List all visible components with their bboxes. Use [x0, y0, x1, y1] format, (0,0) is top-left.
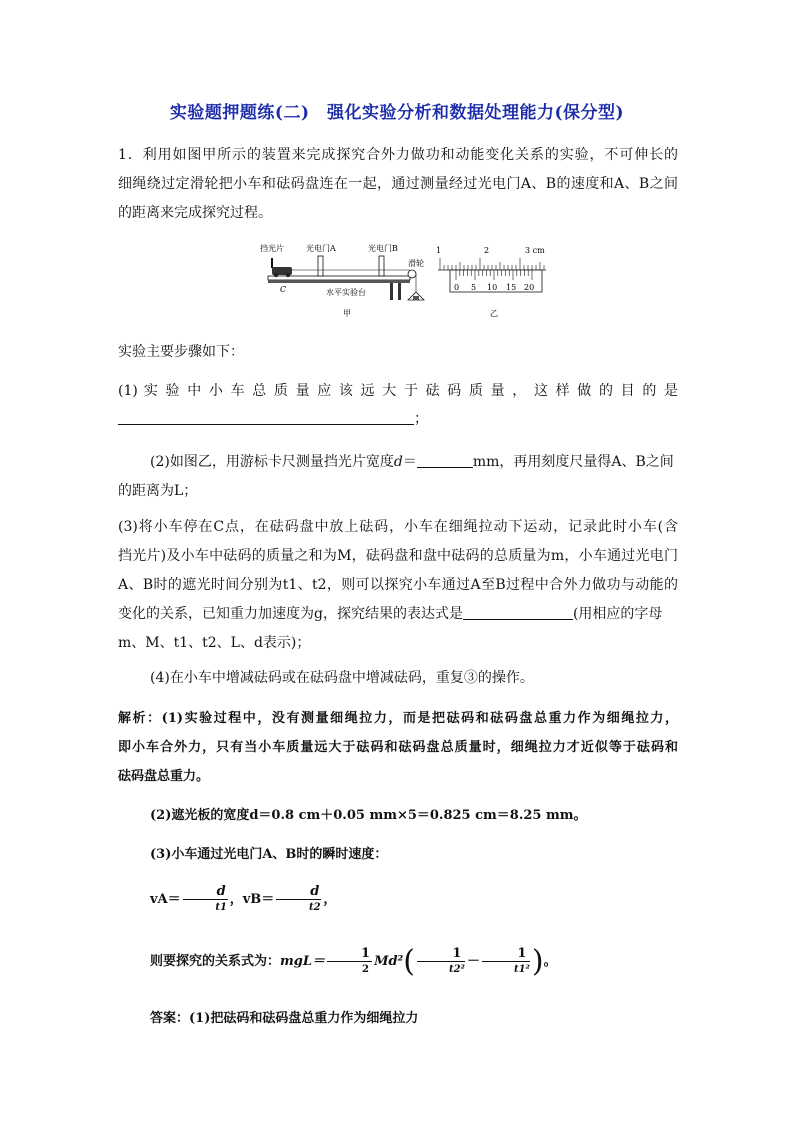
label-jia: 甲	[343, 309, 351, 318]
fraction-d-t2: $\frac{d}{t2}$	[276, 884, 321, 915]
label-dangguangpian: 挡光片	[260, 244, 284, 253]
analysis-part-2: (2)遮光板的宽度d＝0.8 cm＋0.05 mm×5＝0.825 cm＝8.25 mm。	[150, 808, 587, 823]
page-title: 实验题押题练(二) 强化实验分析和数据处理能力(保分型)	[169, 103, 625, 123]
track-base	[268, 280, 410, 283]
label-gate-a: 光电门A	[306, 244, 336, 253]
analysis-line-1: 解析：(1)实验过程中，没有测量细绳拉力，而是把砝码和砝码盘总重力作为细绳拉力，	[118, 711, 678, 726]
vb-label: ，vB＝	[229, 892, 275, 907]
apparatus-diagram	[260, 243, 424, 318]
relation-label: 则要探究的关系式为：	[150, 954, 281, 969]
analysis-line-2: 即小车合外力，只有当小车质量远大于砝码和砝码盘总质量时，细绳拉力才近似等于砝码和	[118, 740, 678, 755]
label-gate-b: 光电门B	[368, 244, 398, 253]
fraction-half: $\frac{1}{2}$	[327, 946, 372, 977]
vernier-label-15: 15	[506, 283, 517, 292]
answer-blank	[417, 451, 473, 468]
step-3-line-4	[118, 600, 678, 629]
step-3-text-b: (用相应的字母	[572, 606, 663, 622]
mgl: mgL＝	[280, 954, 326, 969]
steps-heading: 实验主要步骤如下：	[118, 344, 244, 360]
photogate-b	[379, 256, 384, 276]
weights	[413, 296, 419, 300]
answer-text: 答案：(1)把砝码和砝码盘总重力作为细绳拉力	[150, 1011, 419, 1026]
step-3-line-1: (3)将小车停在C点，在砝码盘中放上砝码，小车在细绳拉动下运动，记录此时小车(含	[118, 519, 678, 535]
analysis-part-3: (3)小车通过光电门A、B时的瞬时速度：	[150, 847, 388, 862]
photogate-a	[318, 256, 323, 276]
velocity-formula: vA＝ $\frac{d}{t1}$ ，vB＝ $\frac{d}{t2}$ ，	[150, 884, 337, 913]
vernier-label-5: 5	[471, 283, 477, 292]
vernier-label-20: 20	[524, 283, 535, 292]
var-d: d	[393, 454, 403, 470]
question-1-line-2: 细绳绕过定滑轮把小车和砝码盘连在一起，通过测量经过光电门A、B的速度和A、B之间	[118, 176, 678, 192]
step-2-text-b: mm，再用刻度尺量得A、B之间	[472, 454, 674, 470]
fraction-1-t2sq: $\frac{1}{\text{t2²}}$	[417, 946, 465, 977]
answer-blank	[118, 408, 414, 425]
step-3-line-2: 挡光片)及小车中砝码的质量之和为M，砝码盘和盘中砝码的总质量为m，小车通过光电门	[118, 548, 678, 564]
step-1-end: ；	[414, 411, 428, 427]
va-label: vA＝	[150, 892, 181, 907]
cart-wheel	[274, 273, 278, 277]
vernier-label-10: 10	[487, 283, 498, 292]
analysis-line-3: 砝码盘总重力。	[118, 769, 210, 784]
label-yi: 乙	[490, 309, 498, 318]
main-scale-ticks	[440, 258, 544, 270]
step-4-text: (4)在小车中增减砝码或在砝码盘中增减砝码，重复③的操作。	[150, 670, 534, 686]
md2: Md²	[374, 954, 404, 969]
question-1-line-3: 的距离来完成探究过程。	[118, 205, 272, 221]
cart-wheel	[286, 273, 290, 277]
step-3-text: 变化的关系，已知重力加速度为g，探究结果的表达式是	[118, 606, 463, 622]
main-scale-label-2: 2	[484, 246, 490, 255]
main-scale-label-1: 1	[436, 246, 442, 255]
fraction-d-t1: $\frac{d}{t1}$	[183, 884, 228, 915]
step-2-line-2: 的距离为L；	[118, 483, 198, 499]
step-1-text: (1) 实 验 中 小 车 总 质 量 应 该 远 大 于 砝 码 质 量 ， 这 样 做 的 目 的 是	[118, 383, 678, 399]
step-2-line-1	[118, 448, 678, 477]
equals: ＝	[402, 454, 417, 470]
step-1-answer-line	[118, 405, 678, 434]
table-leg	[398, 283, 401, 300]
light-blocker	[271, 258, 273, 268]
label-pulley: 滑轮	[408, 259, 424, 268]
table-leg	[390, 283, 393, 300]
relation-formula: 则要探究的关系式为：mgL＝ $\frac{1}{2}$ Md²( $\frac{1}{\text{t2²}}$ － $\frac{1}{\text{t1²}}$ )。	[150, 944, 557, 979]
question-1-line-1: 1．利用如图甲所示的装置来完成探究合外力做功和动能变化关系的实验，不可伸长的	[118, 147, 678, 163]
vernier-label-0: 0	[454, 283, 460, 292]
experiment-figure	[258, 240, 548, 322]
main-scale-label-3: 3 cm	[525, 246, 545, 255]
step-2-text: (2)如图乙，用游标卡尺测量挡光片宽度	[150, 454, 394, 470]
label-c: C	[280, 285, 287, 294]
pulley	[408, 270, 416, 278]
answer-blank	[463, 603, 573, 620]
label-table: 水平实验台	[326, 288, 366, 297]
fraction-1-t1sq: $\frac{1}{\text{t1²}}$	[482, 946, 530, 977]
vernier-caliper-diagram	[436, 246, 546, 318]
step-3-line-3: A、B时的遮光时间分别为t1、t2，则可以探究小车通过A至B过程中合外力做功与动能的	[118, 577, 678, 593]
step-3-line-5: m、M、t1、t2、L、d表示)；	[118, 635, 311, 651]
